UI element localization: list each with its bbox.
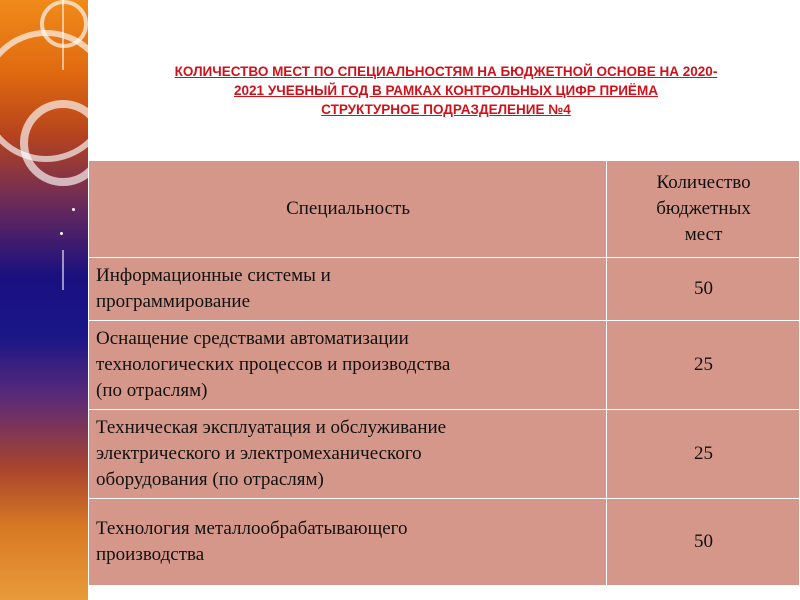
header-specialty: Специальность [89, 161, 607, 258]
header-count-line: мест [684, 224, 723, 245]
decorative-dot [60, 232, 63, 235]
specialty-line: Технология металлообрабатывающего [96, 518, 408, 539]
title-line: СТРУКТУРНОЕ ПОДРАЗДЕЛЕНИЕ №4 [321, 102, 571, 117]
places-count: 50 [607, 499, 800, 586]
header-count [607, 161, 800, 258]
decorative-streak [62, 250, 64, 290]
specialty-line: Оснащение средствами автоматизации [96, 328, 409, 349]
specialty-name [89, 499, 607, 586]
specialty-name [89, 258, 607, 321]
specialty-name [89, 410, 607, 499]
table-row [89, 321, 800, 410]
table-header-row [89, 161, 800, 258]
table-row [89, 410, 800, 499]
specialty-line: программирование [96, 291, 251, 312]
header-count-line: Количество [656, 172, 751, 193]
decorative-dot [72, 208, 75, 211]
specialty-name [89, 321, 607, 410]
specialty-line: Информационные системы и [96, 265, 331, 286]
decorative-streak [62, 0, 64, 70]
places-count: 25 [607, 321, 800, 410]
places-count: 50 [607, 258, 800, 321]
decorative-ring [40, 0, 88, 48]
specialty-line: оборудования (по отраслям) [96, 469, 324, 490]
decorative-side-band [0, 0, 88, 600]
specialty-line: технологических процессов и производства [96, 354, 451, 375]
specialty-line: электрического и электромеханического [96, 443, 422, 464]
specialty-line: (по отраслям) [96, 380, 208, 401]
budget-places-table [88, 160, 800, 586]
slide-title [96, 62, 796, 119]
table-row [89, 499, 800, 586]
table-row [89, 258, 800, 321]
specialty-line: производства [96, 544, 205, 565]
places-count: 25 [607, 410, 800, 499]
title-line: 2021 УЧЕБНЫЙ ГОД В РАМКАХ КОНТРОЛЬНЫХ ЦИФР ПРИЁМА [234, 83, 658, 98]
header-count-line: бюджетных [656, 198, 751, 219]
title-line: КОЛИЧЕСТВО МЕСТ ПО СПЕЦИАЛЬНОСТЯМ НА БЮДЖЕТНОЙ ОСНОВЕ НА 2020- [174, 64, 718, 79]
specialty-line: Техническая эксплуатация и обслуживание [96, 417, 447, 438]
